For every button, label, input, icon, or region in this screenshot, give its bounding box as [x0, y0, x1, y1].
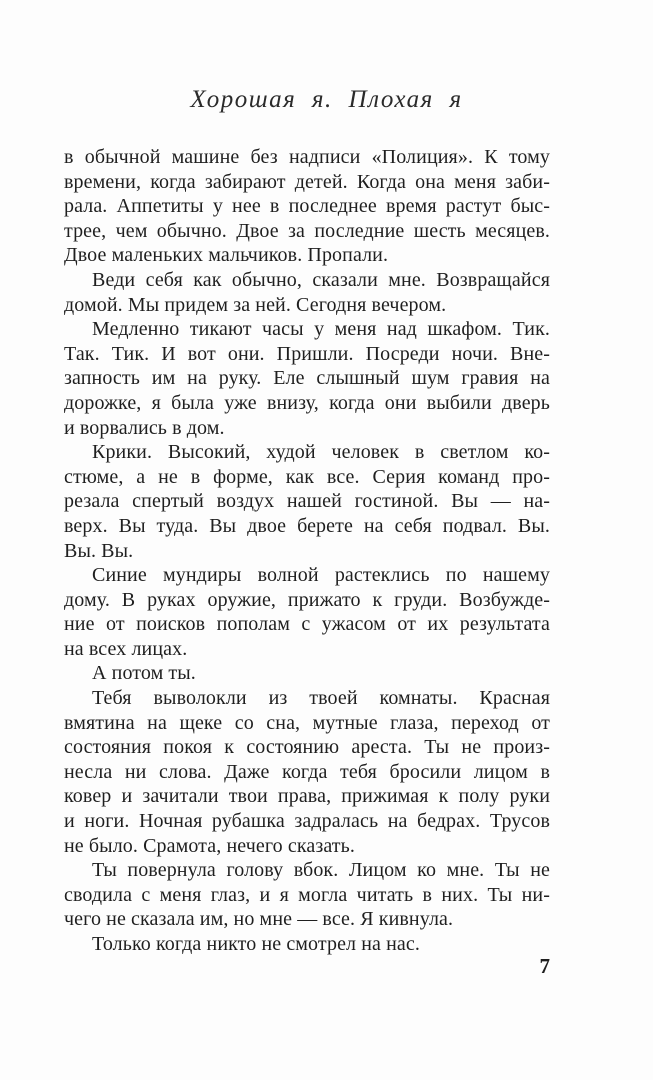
text-line: Тебя выволокли из твоей комнаты. Красная — [92, 687, 550, 710]
text-line: стюме, а не в форме, как все. Серия команд про- — [64, 465, 550, 488]
text-line: рала. Аппетиты у нее в последнее время растут быс- — [64, 195, 550, 218]
text-line: запность им на руку. Еле слышный шум гравия на — [64, 367, 550, 390]
text-line: не было. Срамота, нечего сказать. — [64, 834, 355, 857]
text-line: верх. Вы туда. Вы двое берете на себя подвал. Вы. — [64, 514, 550, 537]
page-body-text — [64, 145, 550, 957]
text-line: Ты повернула голову вбок. Лицом ко мне. Ты не — [92, 859, 550, 882]
text-line: А потом ты. — [92, 662, 196, 685]
text-line: Так. Тик. И вот они. Пришли. Посреди ночи. Вне- — [64, 342, 550, 365]
text-line: трее, чем обычно. Двое за последние шесть месяцев. — [64, 219, 550, 242]
paragraph — [64, 317, 550, 440]
text-line: сводила с меня глаз, и я могла читать в них. Ты ни- — [64, 883, 550, 906]
paragraph — [64, 440, 550, 563]
text-line: Крики. Высокий, худой человек в светлом ко- — [92, 441, 550, 464]
text-line: и ноги. Ночная рубашка задралась на бедрах. Трусов — [64, 810, 550, 833]
text-line: Вы. Вы. — [64, 539, 134, 562]
text-line: ковер и зачитали твои права, прижимая к полу руки — [64, 785, 550, 808]
text-line: на всех лицах. — [64, 637, 188, 660]
paragraph — [64, 686, 550, 858]
text-line: Синие мундиры волной растеклись по нашему — [92, 564, 550, 587]
paragraph — [64, 268, 550, 317]
text-line: дому. В руках оружие, прижато к груди. Возбужде- — [64, 588, 550, 611]
paragraph — [64, 563, 550, 661]
paragraph — [64, 858, 550, 932]
text-line: состояния покоя к состоянию ареста. Ты не произ- — [64, 736, 550, 759]
text-line: домой. Мы придем за ней. Сегодня вечером. — [64, 293, 447, 316]
text-line: вмятина на щеке со сна, мутные глаза, переход от — [64, 711, 550, 734]
text-line: резала спертый воздух нашей гостиной. Вы — на- — [64, 490, 550, 513]
paragraph — [64, 661, 550, 686]
text-line: Только когда никто не смотрел на нас. — [92, 933, 420, 955]
text-line: Медленно тикают часы у меня над шкафом. Тик. — [92, 318, 550, 341]
text-line: несла ни слова. Даже когда тебя бросили лицом в — [64, 760, 550, 783]
text-line: времени, когда забирают детей. Когда она меня заби- — [64, 170, 550, 193]
text-line: и ворвались в дом. — [64, 416, 225, 439]
text-line: Веди себя как обычно, сказали мне. Возвращайся — [92, 268, 550, 291]
text-line: Двое маленьких мальчиков. Пропали. — [64, 244, 389, 267]
page-number: 7 — [539, 954, 550, 978]
text-line: ние от поисков пополам с ужасом от их результата — [64, 613, 550, 636]
text-line: в обычной машине без надписи «Полиция». К тому — [64, 146, 550, 168]
text-line: дорожке, я была уже внизу, когда они выбили дверь — [64, 391, 550, 414]
paragraph — [64, 145, 550, 268]
running-title: Хорошая я. Плохая я — [190, 86, 463, 113]
text-line: чего не сказала им, но мне — все. Я кивнула. — [64, 908, 454, 931]
